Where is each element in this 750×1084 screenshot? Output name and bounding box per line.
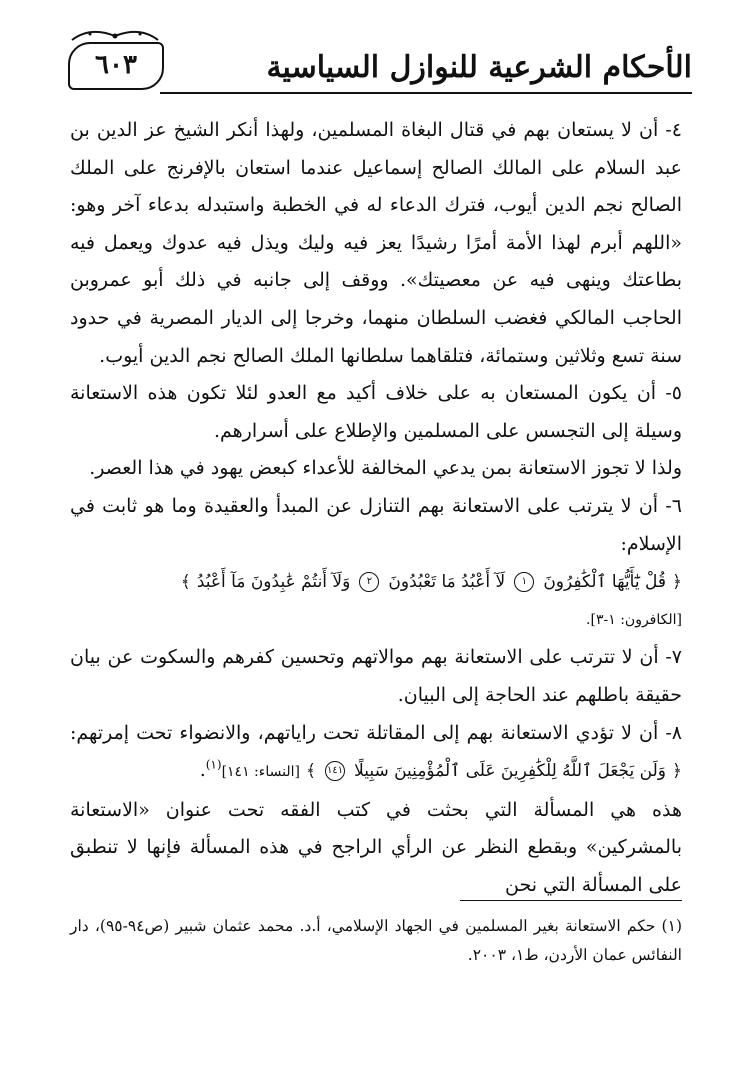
page-number-frame — [68, 42, 164, 90]
page-number: ٦٠٣ — [95, 50, 137, 80]
paragraph-closing: هذه هي المسألة التي بحثت في كتب الفقه تحت عنوان «الاستعانة بالمشركين» وبقطع النظر عن الرأي الراجح في هذه المسألة فإنها لا تنطبق على المسألة التي نحن — [70, 798, 682, 896]
paragraph-point-7: ٧- أن لا تترتب على الاستعانة بهم موالاتهم وتحسين كفرهم والسكوت عن بيان حقيقة باطلهم عند الحاجة إلى البيان. — [70, 646, 682, 706]
quran-verse-kafirun: ﴿ قُلْ يَٰٓأَيُّهَا ٱلْكَٰفِرُونَ ١ لَآ أَعْبُدُ مَا تَعْبُدُونَ ٢ وَلَآ أَنتُمْ عَٰبِدُونَ مَآ أَعْبُدُ ﴾ — [180, 572, 682, 593]
ayah-number-mark: ١ — [514, 572, 534, 592]
main-text — [70, 112, 682, 904]
paragraph-point-8: ٨- أن لا تؤدي الاستعانة بهم إلى المقاتلة تحت راياتهم، والانضواء تحت إمرتهم: ﴿ وَلَن يَجْعَلَ ٱللَّهُ لِلْكَٰفِرِينَ عَلَى ٱلْمُؤْمِنِينَ سَبِيلًا ١٤١ ﴾ [النساء: ١٤١]$^{(١)}$. — [70, 721, 682, 782]
paragraph-point-4: ٤- أن لا يستعان بهم في قتال البغاة المسلمين، ولهذا أنكر الشيخ عز الدين بن عبد السلام على المالك الصالح إسماعيل عندما استعان بالإفرنج على الملك الصالح نجم الدين أيوب، فترك الدعاء له في الخطبة واستبدله بدعاء آخر وهو: «اللهم أبرم لهذا الأمة أمرًا رشيدًا يعز فيه وليك ويذل فيه عدوك ويعمل فيه بطاعتك وينهى فيه عن معصيتك». ووقف إلى جانبه في ذلك أبو عمروبن الحاجب المالكي فغضب السلطان منهما، وخرجا إلى الديار المصرية في حدود سنة تسع وثلاثين وستمائة، فتلقاهما سلطانها الملك الصالح نجم الدين أيوب. — [70, 119, 682, 367]
ayah-number-mark: ٢ — [359, 572, 379, 592]
footnote-marker: (١) — [205, 757, 222, 772]
book-title: الأحكام الشرعية للنوازل السياسية — [266, 50, 692, 85]
footnote — [70, 912, 682, 970]
verse-part: لَآ أَعْبُدُ مَا تَعْبُدُونَ — [388, 572, 506, 593]
paragraph-note: ولذا لا تجوز الاستعانة بمن يدعي المخالفة للأعداء كبعض يهود في هذا العصر. — [89, 457, 682, 480]
quran-verse-nisa: وَلَن يَجْعَلَ ٱللَّهُ لِلْكَٰفِرِينَ عَلَى ٱلْمُؤْمِنِينَ سَبِيلًا — [354, 761, 666, 782]
paragraph-point-5: ٥- أن يكون المستعان به على خلاف أكيد مع العدو لئلا تكون هذه الاستعانة وسيلة إلى التجسس على المسلمين والإطلاع على أسرارهم. — [70, 382, 682, 442]
page-header — [62, 28, 692, 98]
verse-part: قُلْ يَٰٓأَيُّهَا ٱلْكَٰفِرُونَ — [543, 572, 666, 593]
ayah-number-mark: ١٤١ — [325, 761, 345, 781]
footnote-text: (١) حكم الاستعانة بغير المسلمين في الجهاد الإسلامي، أ.د. محمد عثمان شبير (ص٩٤-٩٥)، دار النفائس عمان الأردن، ط١، ٢٠٠٣. — [70, 917, 682, 964]
paragraph-point-6: ٦- أن لا يترتب على الاستعانة بهم التنازل عن المبدأ والعقيدة وما هو ثابت في الإسلام: — [70, 494, 682, 555]
verse-reference: [النساء: ١٤١] — [221, 764, 300, 781]
header-divider — [160, 92, 692, 94]
verse-part: وَلَآ أَنتُمْ عَٰبِدُونَ مَآ أَعْبُدُ — [196, 572, 351, 593]
footnote-divider — [460, 900, 682, 901]
verse-reference: [الكافرون: ١-٣]. — [586, 611, 682, 628]
